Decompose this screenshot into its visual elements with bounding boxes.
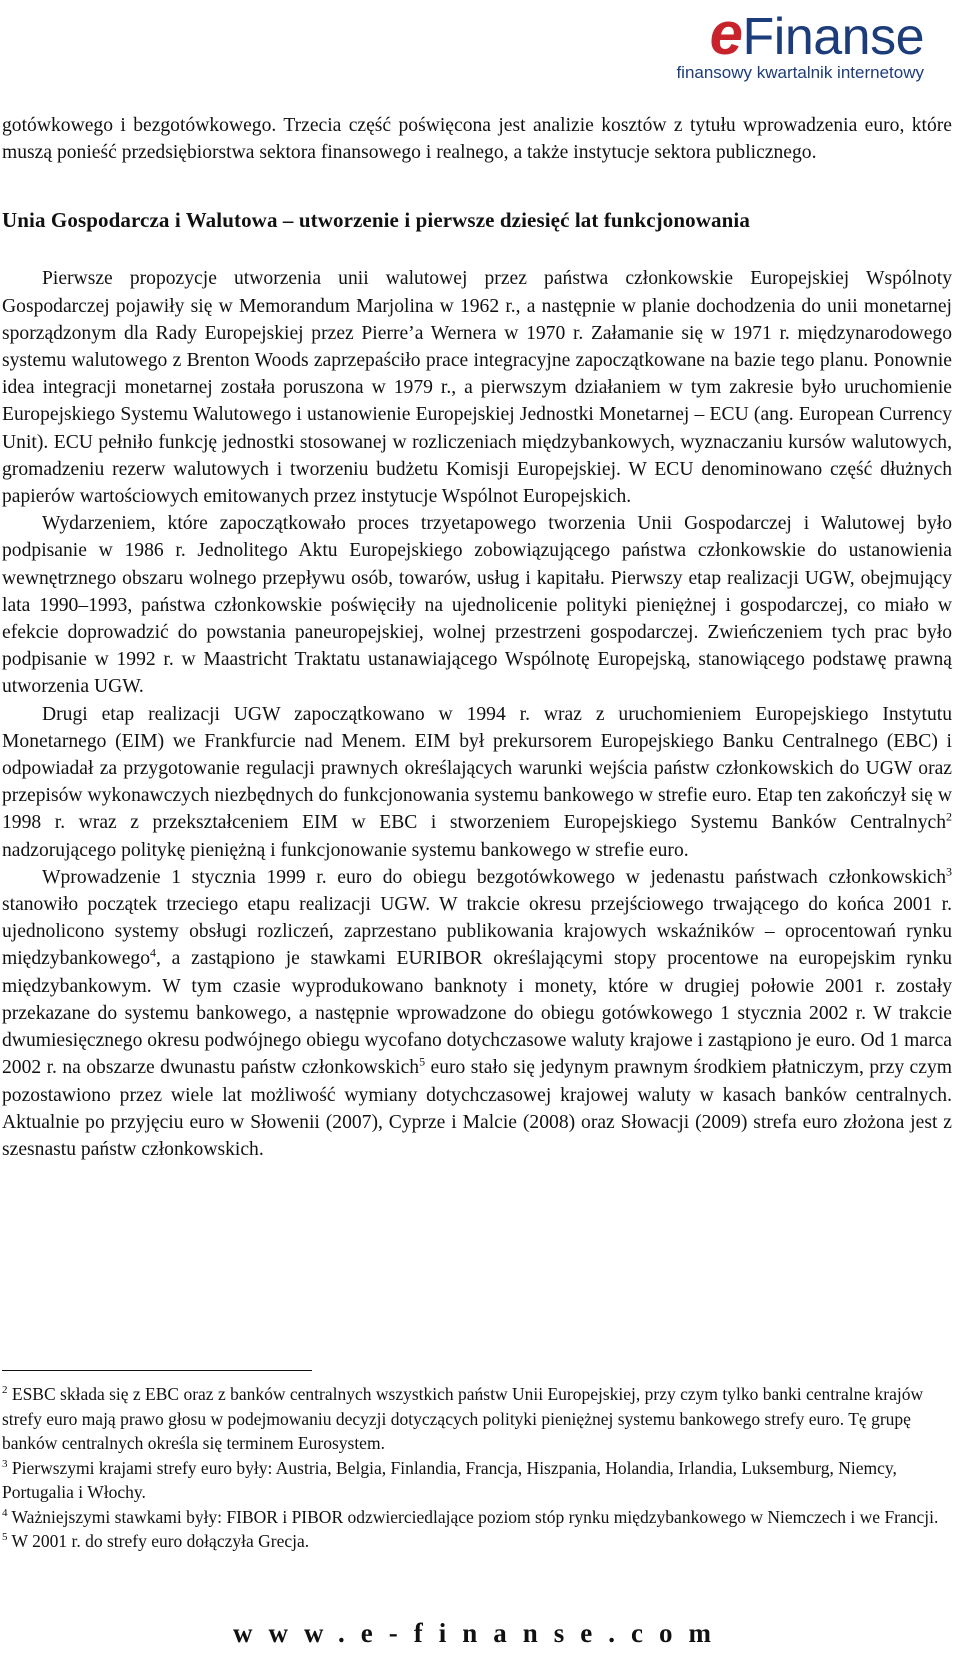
footnote-ref-3[interactable]: 3 <box>946 864 952 879</box>
paragraph-3 <box>2 701 952 864</box>
article-body <box>2 112 952 1163</box>
paragraph-3-text-b: nadzorującego politykę pieniężną i funkcjonowanie systemu bankowego w strefie euro. <box>2 839 689 861</box>
footnote-divider <box>2 1370 312 1371</box>
footnote-4 <box>2 1505 952 1530</box>
logo-finanse-text: Finanse <box>742 8 924 66</box>
footnote-2 <box>2 1382 952 1456</box>
intro-paragraph: gotówkowego i bezgotówkowego. Trzecia część poświęcona jest analizie kosztów z tytułu wprowadzenia euro, które muszą ponieść przedsiębiorstwa sektora finansowego i realnego, a także instytucje sektora publicznego. <box>2 115 952 164</box>
footnote-number: 4 <box>2 1506 8 1519</box>
paragraph-4-text-b: stanowiło początek trzeciego etapu realizacji UGW. W trakcie okresu przejściowego trwającego do końca 2001 r. ujednolicono systemy obsługi rozliczeń, zaprzestano publikowania krajowych wskaźników – oprocentowań rynku międzybankowego <box>2 894 952 970</box>
paragraph-3-text-a: Drugi etap realizacji UGW zapoczątkowano w 1994 r. wraz z uruchomieniem Europejskiego Instytutu Monetarnego (EIM) we Frankfurcie nad Menem. EIM był prekursorem Europejskiego Banku Centralnego (EBC) i odpowiadał za przygotowanie regulacji prawnych określających warunki wejścia państw członkowskich do UGW oraz przepisów wykonawczych niezbędnych do funkcjonowania systemu bankowego w strefie euro. Etap ten zakończył się w 1998 r. wraz z przekształceniem EIM w EBC i stworzeniem Europejskiego Systemu Banków Centralnych <box>2 703 952 834</box>
logo-e-letter: e <box>709 0 743 67</box>
paragraph-4-text-c: , a zastąpiono je stawkami EURIBOR określającymi stopy procentowe na europejskim rynku międzybankowym. W tym czasie wyprodukowano banknoty i monety, które w drugiej połowie 2001 r. zostały przekazane do systemu bankowego, a następnie wprowadzone do obiegu gotówkowego 1 stycznia 2002 r. W trakcie dwumiesięcznego okresu podwójnego obiegu wycofano dotychczasowe waluty krajowe i zastąpiono je euro. Od 1 marca 2002 r. na obszarze dwunastu państw członkowskich <box>2 948 952 1079</box>
section-heading: Unia Gospodarcza i Walutowa – utworzenie i pierwsze dziesięć lat funkcjonowania <box>2 208 750 233</box>
paragraph-1: Pierwsze propozycje utworzenia unii walutowej przez państwa członkowskie Europejskiej Wspólnoty Gospodarczej pojawiły się w Memorandum Marjolina w 1962 r., a następnie w planie dochodzenia do unii monetarnej sporządzonym dla Rady Europejskiej przez Pierre’a Wernera w 1970 r. Załamanie się w 1971 r. międzynarodowego systemu walutowego z Brenton Woods zaprzepaściło prace integracyjne zapoczątkowane na bazie tego planu. Ponownie idea integracji monetarnej została poruszona w 1979 r., a pierwszym działaniem w tym zakresie było uruchomienie Europejskiego Systemu Walutowego i ustanowienie Europejskiej Jednostki Monetarnej – ECU (ang. European Currency Unit). ECU pełniło funkcję jednostki stosowanej w rozliczeniach międzybankowych, wyznaczaniu kursów walutowych, gromadzeniu rezerw walutowych i tworzeniu budżetu Komisji Europejskiej. W ECU denominowano część dłużnych papierów wartościowych emitowanych przez instytucje Wspólnot Europejskich. <box>2 268 952 508</box>
footnote-number: 3 <box>2 1457 8 1470</box>
logo-wordmark <box>664 0 924 67</box>
paragraph-4-text-a: Wprowadzenie 1 stycznia 1999 r. euro do obiegu bezgotówkowego w jedenastu państwach członkowskich <box>42 866 946 888</box>
footnote-number: 2 <box>2 1384 8 1397</box>
footnotes <box>2 1382 952 1554</box>
footnote-ref-2[interactable]: 2 <box>946 809 952 824</box>
footnote-text: W 2001 r. do strefy euro dołączyła Grecja. <box>7 1531 310 1551</box>
efinanse-logo <box>664 0 924 83</box>
paragraph-2: Wydarzeniem, które zapoczątkowało proces trzyetapowego tworzenia Unii Gospodarczej i Walutowej było podpisanie w 1986 r. Jednolitego Aktu Europejskiego zobowiązującego państwa członkowskie do ustanowienia wewnętrznego obszaru wolnego przepływu osób, towarów, usług i kapitału. Pierwszy etap realizacji UGW, obejmujący lata 1990–1993, państwa członkowskie poświęciły na ujednolicenie polityki pieniężnej i gospodarczej, co miało w efekcie doprowadzić do powstania paneuropejskiej, wolnej przestrzeni gospodarczej. Zwieńczeniem tych prac było podpisanie w 1992 r. w Maastricht Traktatu ustanawiającego Wspólnotę Europejską, stanowiącego podstawę prawną utworzenia UGW. <box>2 513 952 698</box>
footnote-ref-4[interactable]: 4 <box>150 945 156 960</box>
paragraph-4 <box>2 864 952 1163</box>
footnote-3 <box>2 1456 952 1505</box>
footnote-5 <box>2 1529 952 1554</box>
paragraph-4-text-d: euro stało się jedynym prawnym środkiem płatniczym, przy czym pozostawiono przez wiele lat możliwość wymiany dotychczasowej krajowej waluty w kasach banków centralnych. Aktualnie po przyjęciu euro w Słowenii (2007), Cyprze i Malcie (2008) oraz Słowacji (2009) strefa euro złożona jest z szesnastu państw członkowskich. <box>2 1057 952 1160</box>
footnote-text: Pierwszymi krajami strefy euro były: Austria, Belgia, Finlandia, Francja, Hiszpania, Holandia, Irlandia, Luksemburg, Niemcy, Portugalia i Włochy. <box>2 1457 897 1502</box>
footnote-ref-5[interactable]: 5 <box>419 1054 426 1069</box>
logo-subtitle: finansowy kwartalnik internetowy <box>676 63 924 82</box>
footer-website-url[interactable]: www.e-finanse.com <box>233 1618 727 1648</box>
footnote-text: ESBC składa się z EBC oraz z banków centralnych wszystkich państw Unii Europejskiej, przy czym tylko banki centralne krajów strefy euro mają prawo głosu w podejmowaniu decyzji dotyczących polityki pieniężnej systemu bankowego strefy euro. Tę grupę banków centralnych określa się terminem Eurosystem. <box>2 1384 924 1453</box>
footnote-number: 5 <box>2 1531 8 1544</box>
footnote-text: Ważniejszymi stawkami były: FIBOR i PIBOR odzwierciedlające poziom stóp rynku międzybankowego w Niemczech i we Francji. <box>7 1506 939 1527</box>
